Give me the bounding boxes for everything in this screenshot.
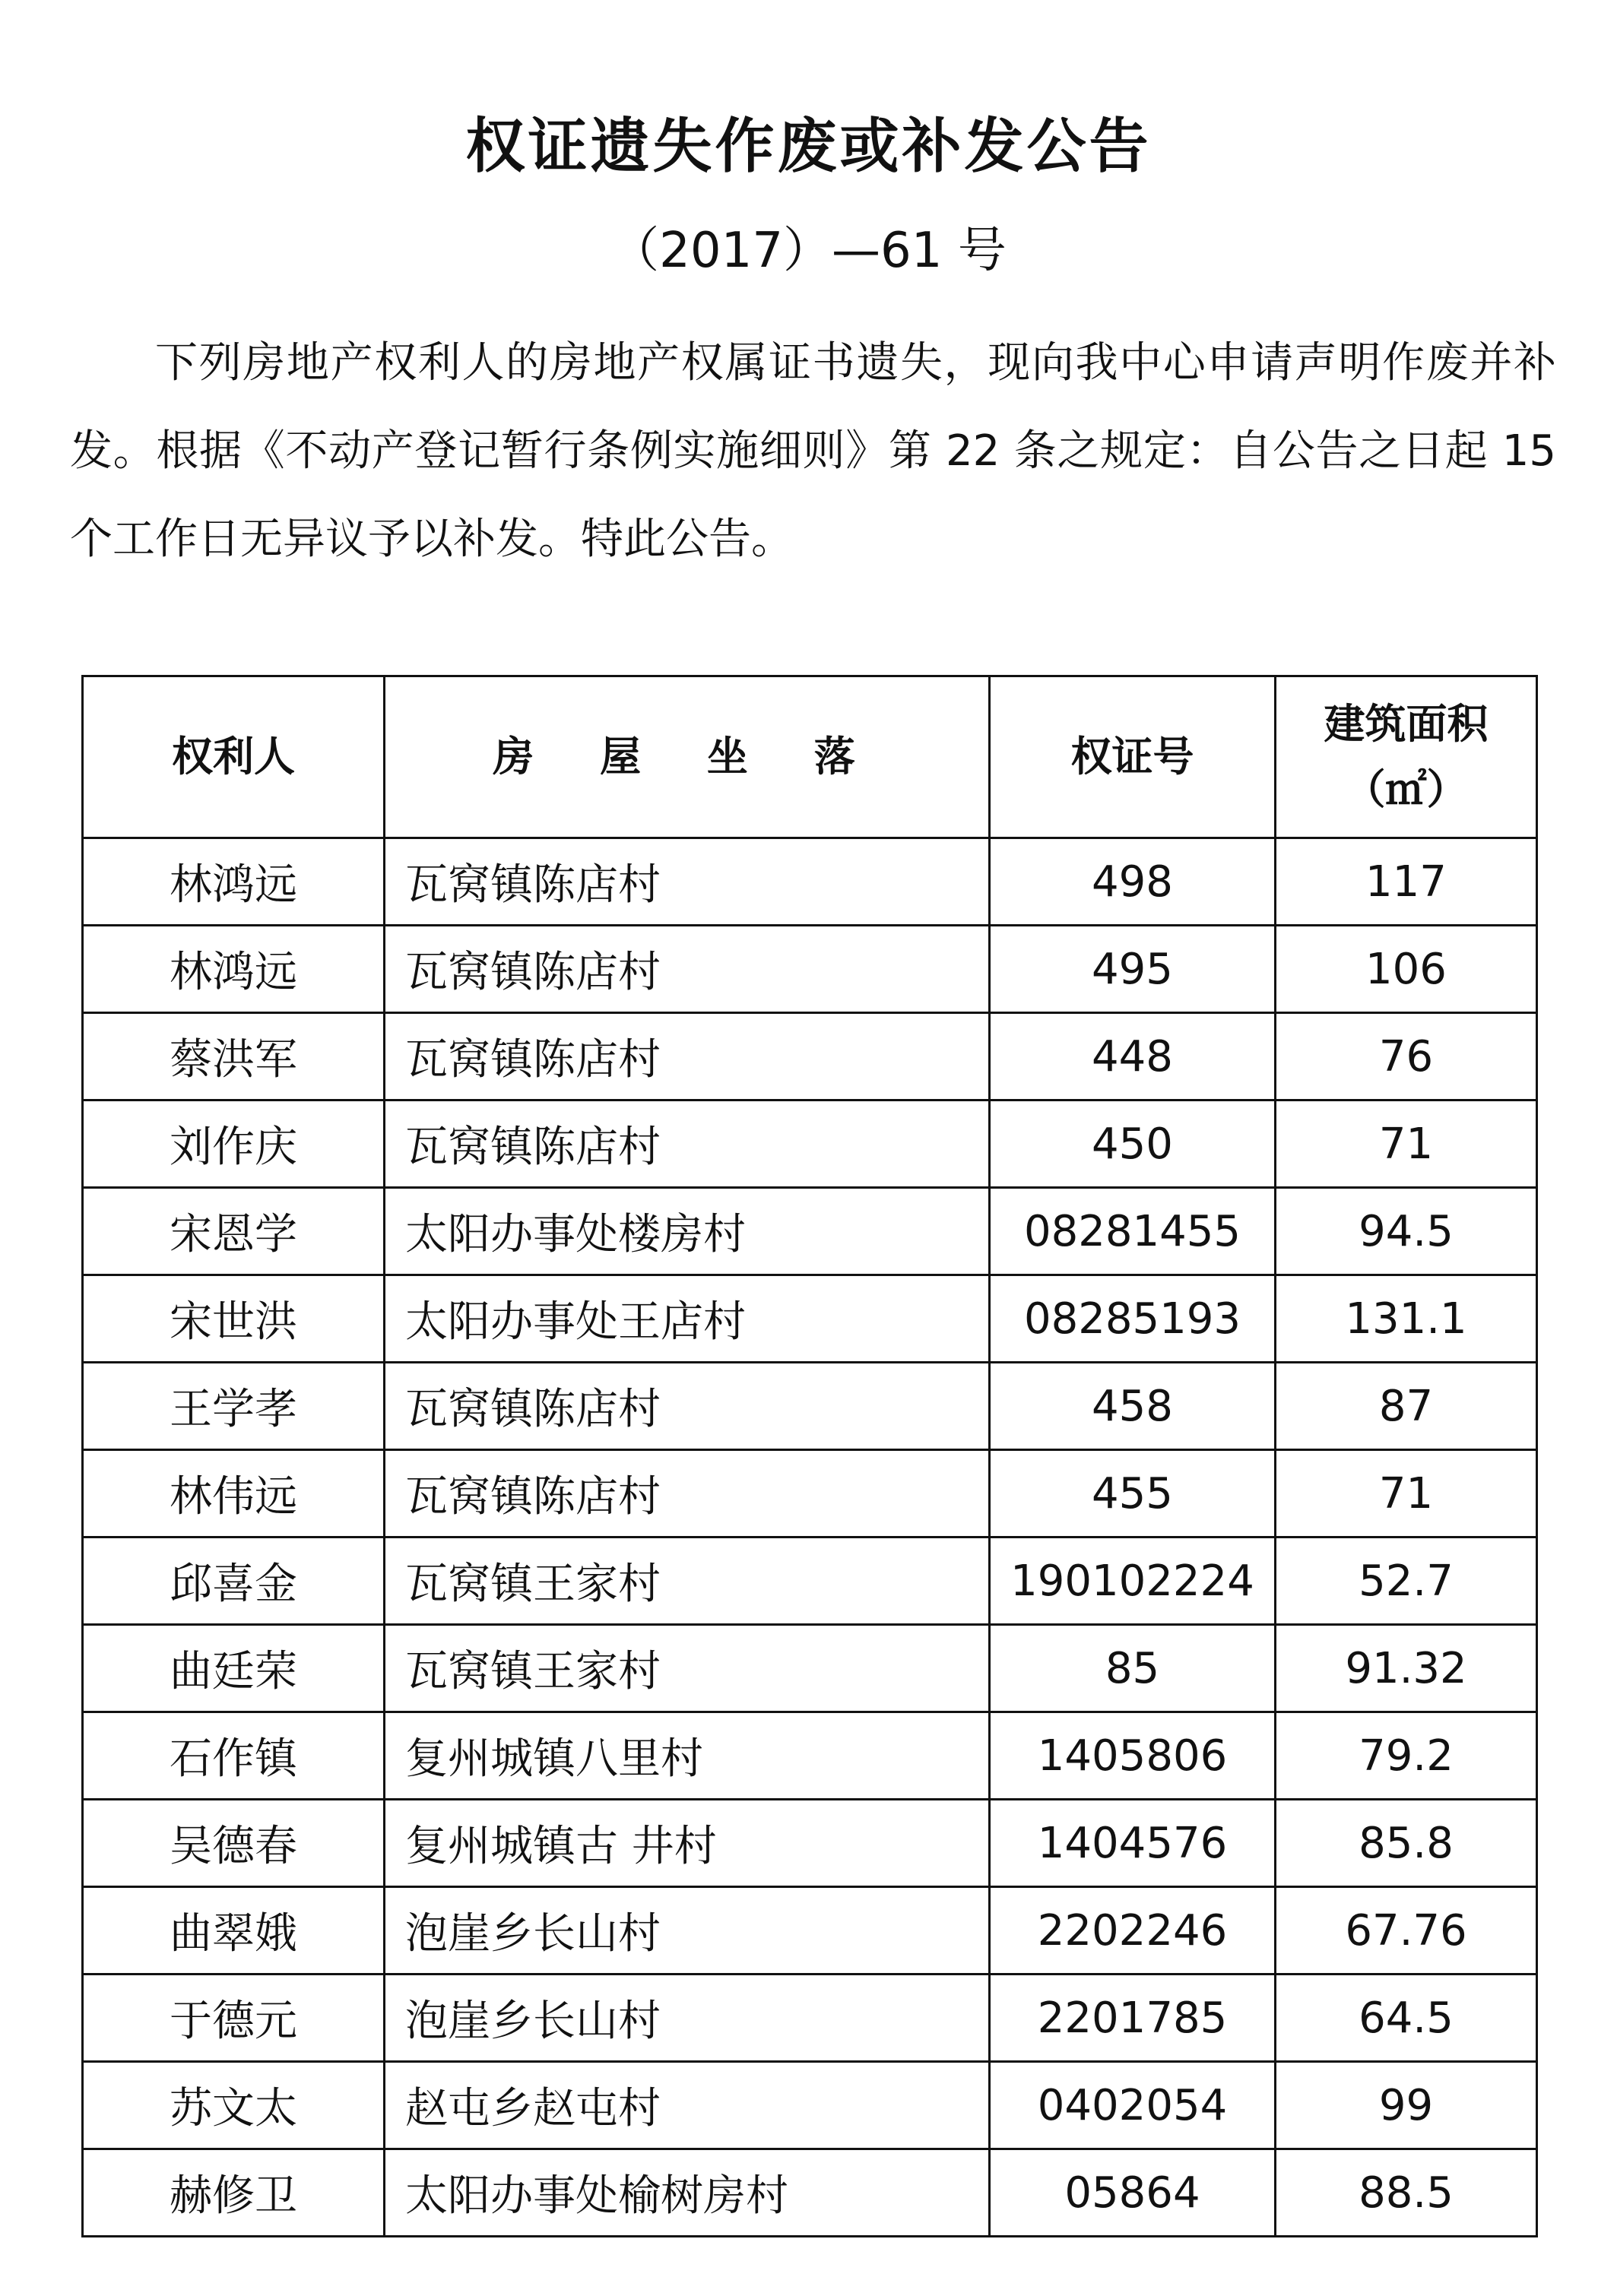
table-row [83, 1275, 1537, 1363]
cell-cert-no: 455 [990, 1450, 1276, 1538]
table-row [83, 1363, 1537, 1450]
cell-owner: 曲廷荣 [83, 1625, 385, 1712]
notice-title: 权证遗失作废或补发公告 [465, 112, 1152, 181]
table-row [83, 1975, 1537, 2062]
cell-cert-no: 190102224 [990, 1538, 1276, 1625]
cell-cert-no: 448 [990, 1013, 1276, 1100]
cell-location: 瓦窝镇陈店村 [385, 926, 990, 1013]
notice-intro: 下列房地产权利人的房地产权属证书遗失，现向我中心申请声明作废并补发。根据《不动产登记暂行条例实施细则》第 22 条之规定：自公告之日起 15 个工作日无异议予以补发。特此公告。 [70, 338, 1556, 564]
cell-location: 泡崖乡长山村 [385, 1975, 990, 2062]
cell-location: 复州城镇古 井村 [385, 1800, 990, 1887]
cell-location: 瓦窝镇王家村 [385, 1625, 990, 1712]
cell-cert-no: 08281455 [990, 1188, 1276, 1275]
cell-location: 太阳办事处楼房村 [385, 1188, 990, 1275]
cell-location: 瓦窝镇陈店村 [385, 1013, 990, 1100]
records-table [81, 675, 1538, 2237]
cell-area: 85.8 [1276, 1800, 1537, 1887]
cell-owner: 宋恩学 [83, 1188, 385, 1275]
header-location: 房 屋 坐 落 [385, 676, 990, 838]
table-row [83, 1450, 1537, 1538]
cell-owner: 曲翠娥 [83, 1887, 385, 1975]
cell-owner: 蔡洪军 [83, 1013, 385, 1100]
cell-owner: 宋世洪 [83, 1275, 385, 1363]
cell-owner: 石作镇 [83, 1712, 385, 1800]
table-row [83, 1887, 1537, 1975]
header-area [1276, 676, 1537, 838]
cell-owner: 赫修卫 [83, 2149, 385, 2237]
table-row [83, 1013, 1537, 1100]
header-area-unit: （㎡） [1344, 765, 1468, 813]
cell-cert-no: 1404576 [990, 1800, 1276, 1887]
cell-owner: 王学孝 [83, 1363, 385, 1450]
cell-area: 117 [1276, 838, 1537, 926]
cell-location: 瓦窝镇陈店村 [385, 1363, 990, 1450]
cell-area: 76 [1276, 1013, 1537, 1100]
cell-location: 赵屯乡赵屯村 [385, 2062, 990, 2149]
cell-location: 瓦窝镇陈店村 [385, 838, 990, 926]
table-body [83, 838, 1537, 2237]
cell-cert-no: 2201785 [990, 1975, 1276, 2062]
cell-owner: 林鸿远 [83, 926, 385, 1013]
cell-owner: 刘作庆 [83, 1100, 385, 1188]
cell-area: 99 [1276, 2062, 1537, 2149]
table-row [83, 926, 1537, 1013]
header-area-label: 建筑面积 [1324, 700, 1489, 748]
cell-location: 瓦窝镇陈店村 [385, 1100, 990, 1188]
cell-area: 71 [1276, 1100, 1537, 1188]
cell-owner: 邱喜金 [83, 1538, 385, 1625]
table-row [83, 2149, 1537, 2237]
cell-owner: 苏文太 [83, 2062, 385, 2149]
cell-owner: 林鸿远 [83, 838, 385, 926]
cell-cert-no: 85 [990, 1625, 1276, 1712]
cell-area: 106 [1276, 926, 1537, 1013]
cell-location: 太阳办事处王店村 [385, 1275, 990, 1363]
cell-location: 太阳办事处榆树房村 [385, 2149, 990, 2237]
table-row [83, 838, 1537, 926]
cell-area: 79.2 [1276, 1712, 1537, 1800]
cell-owner: 林伟远 [83, 1450, 385, 1538]
cell-cert-no: 05864 [990, 2149, 1276, 2237]
table-row [83, 1188, 1537, 1275]
header-cert-no: 权证号 [990, 676, 1276, 838]
cell-location: 泡崖乡长山村 [385, 1887, 990, 1975]
cell-area: 94.5 [1276, 1188, 1537, 1275]
cell-area: 88.5 [1276, 2149, 1537, 2237]
cell-cert-no: 2202246 [990, 1887, 1276, 1975]
table-header-row [83, 676, 1537, 838]
table-row [83, 1538, 1537, 1625]
cell-cert-no: 0402054 [990, 2062, 1276, 2149]
cell-area: 131.1 [1276, 1275, 1537, 1363]
table-row [83, 1712, 1537, 1800]
cell-area: 67.76 [1276, 1887, 1537, 1975]
cell-location: 瓦窝镇陈店村 [385, 1450, 990, 1538]
cell-area: 52.7 [1276, 1538, 1537, 1625]
cell-cert-no: 498 [990, 838, 1276, 926]
cell-cert-no: 450 [990, 1100, 1276, 1188]
cell-owner: 于德元 [83, 1975, 385, 2062]
table-row [83, 2062, 1537, 2149]
table-row [83, 1100, 1537, 1188]
cell-area: 87 [1276, 1363, 1537, 1450]
cell-area: 91.32 [1276, 1625, 1537, 1712]
header-owner: 权利人 [83, 676, 385, 838]
table-row [83, 1625, 1537, 1712]
notice-number: （2017）—61 号 [610, 223, 1007, 279]
cell-area: 71 [1276, 1450, 1537, 1538]
cell-area: 64.5 [1276, 1975, 1537, 2062]
cell-cert-no: 495 [990, 926, 1276, 1013]
cell-cert-no: 458 [990, 1363, 1276, 1450]
cell-cert-no: 1405806 [990, 1712, 1276, 1800]
cell-cert-no: 08285193 [990, 1275, 1276, 1363]
cell-owner: 吴德春 [83, 1800, 385, 1887]
cell-location: 瓦窝镇王家村 [385, 1538, 990, 1625]
cell-location: 复州城镇八里村 [385, 1712, 990, 1800]
table-row [83, 1800, 1537, 1887]
